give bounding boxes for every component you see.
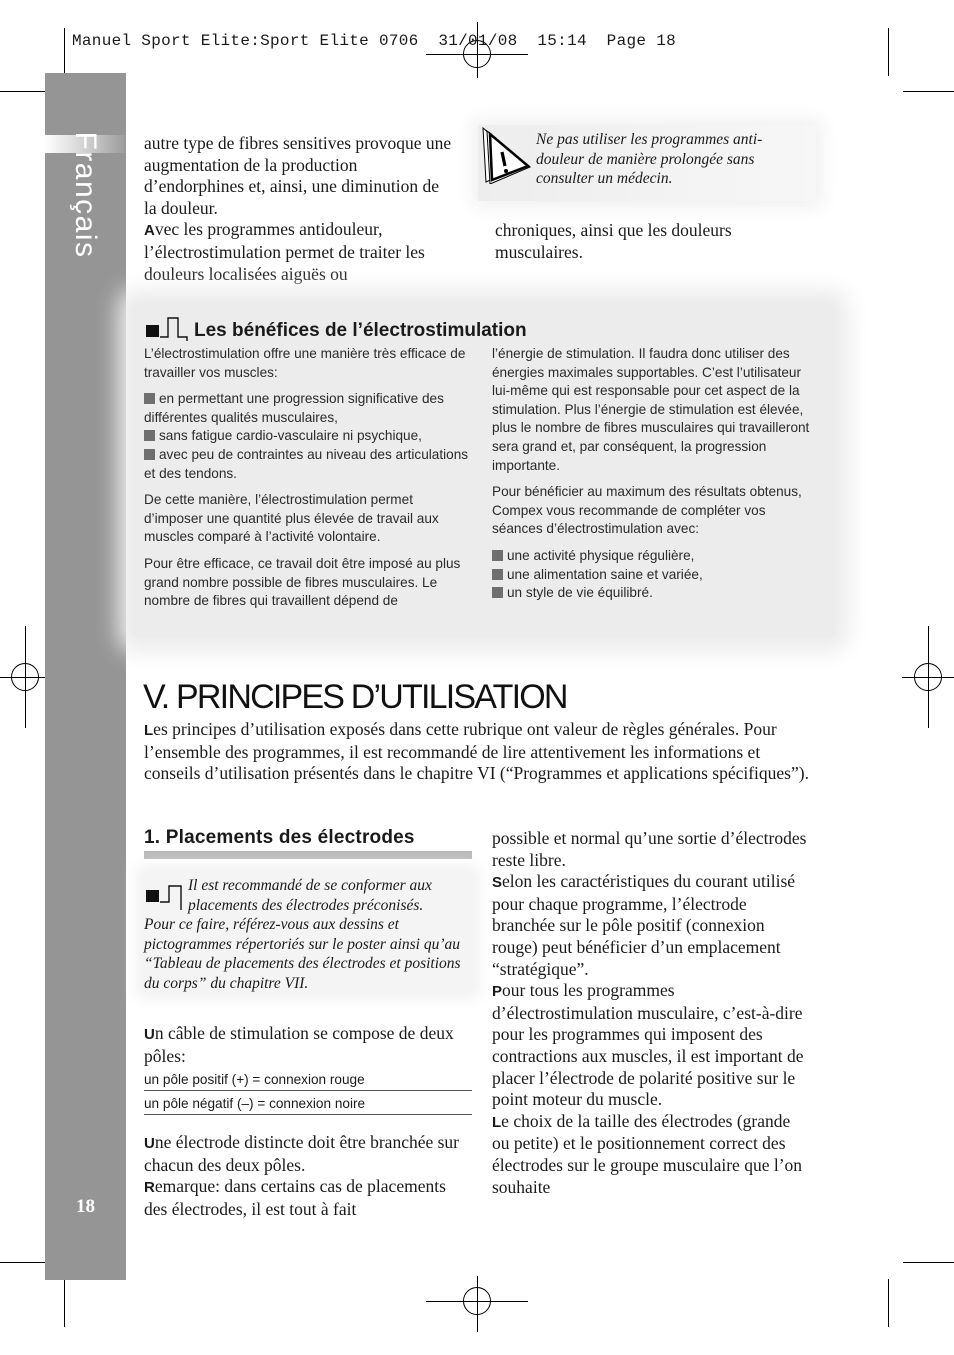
subsection-title: 1. Placements des électrodes bbox=[144, 827, 472, 859]
bullet-square-icon bbox=[144, 393, 155, 404]
cable-text: n câble de stimulation se compose de deux pôles: bbox=[144, 1023, 454, 1066]
benefits-title: Les bénéfices de l’électrostimulation bbox=[194, 320, 527, 341]
page-number: 18 bbox=[76, 1196, 95, 1217]
list-item: en permettant une progression significative des différentes qualités musculaires, bbox=[144, 391, 444, 425]
language-label: Français bbox=[69, 131, 102, 259]
warning-text: Ne pas utiliser les programmes anti-douleur de manière prolongée sans consulter un médecin. bbox=[536, 131, 763, 188]
pulse-icon bbox=[145, 316, 191, 347]
drop-cap: A bbox=[144, 222, 155, 240]
benefits-left-paragraph-2: De cette manière, l’électrostimulation permet d’imposer une quantité plus élevée de travail aux muscles comparé à l’activité volontaire. bbox=[144, 492, 439, 545]
bullet-square-icon bbox=[492, 587, 503, 598]
pole-negative-row: un pôle négatif (–) = connexion noire bbox=[144, 1096, 472, 1115]
bullet-square-icon bbox=[144, 430, 155, 441]
drop-cap: U bbox=[144, 1026, 155, 1043]
benefits-right-paragraph-1: l’énergie de stimulation. Il faudra donc utiliser des énergies maximales supportables. C’est l’utilisateur lui-même qui est responsable pour cet aspect de la stimulation. Plus l’énergie de stimulation est élevée, plus le nombre de fibres musculaires qui travailleront sera grand et, par conséquent, la progression importante. bbox=[492, 346, 810, 473]
placements-right-paragraph-4: e choix de la taille des électrodes (grande ou petite) et le positionnement correct des électrodes sur le groupe musculaire que l’on souhaite bbox=[492, 1110, 803, 1197]
drop-cap: L bbox=[144, 722, 154, 739]
remark-text: emarque: dans certains cas de placements des électrodes, il est tout à fait bbox=[144, 1176, 446, 1219]
drop-cap: P bbox=[492, 983, 503, 1001]
note-text bbox=[144, 876, 474, 994]
benefits-left-column bbox=[144, 345, 472, 619]
placements-right-paragraph-3: our tous les programmes d’électrostimulation musculaire, c’est-à-dire pour les programmes qui imposent des contractions aux muscles, il est important de placer l’électrode de polarité positive sur le point moteur du muscle. bbox=[492, 980, 804, 1110]
section-intro bbox=[144, 719, 809, 785]
benefits-left-paragraph-3: Pour être efficace, ce travail doit être imposé au plus grand nombre possible de fibres musculaires. Le nombre de fibres qui travaillent dépend de bbox=[144, 555, 461, 609]
placements-right-paragraph-1: possible et normal qu’une sortie d’électrodes reste libre. bbox=[492, 828, 807, 870]
print-slug: Manuel Sport Elite:Sport Elite 0706 31/01/08 15:14 Page 18 bbox=[72, 32, 676, 50]
section-title: V. PRINCIPES D’UTILISATION bbox=[143, 678, 567, 716]
warning-triangle-icon bbox=[478, 126, 534, 189]
benefits-right-column bbox=[492, 345, 814, 611]
list-item: avec peu de contraintes au niveau des articulations et des tendons. bbox=[144, 446, 469, 481]
bullet-square-icon bbox=[144, 449, 155, 460]
placements-right-paragraph-2: elon les caractéristiques du courant utilisé pour chaque programme, l’électrode branchée sur le pôle positif (connexion rouge) peut bénéficier d’un emplacement “stratégique”. bbox=[492, 871, 796, 979]
cable-paragraph bbox=[144, 1023, 462, 1067]
drop-cap: U bbox=[144, 1135, 155, 1152]
bullet-square-icon bbox=[492, 550, 503, 561]
list-item: une activité physique régulière, bbox=[507, 547, 695, 563]
list-item: un style de vie équilibré. bbox=[507, 585, 653, 601]
section-intro-text: es principes d’utilisation exposés dans cette rubrique ont valeur de règles générales. Pour l’ensemble des programmes, il est recommandé de lire attentivement les informations et conseils d’utilisation présentés dans le chapitre VI (“Programmes et applications spécifiques”). bbox=[144, 719, 809, 784]
drop-cap: R bbox=[144, 1179, 155, 1197]
pole-positive-row: un pôle positif (+) = connexion rouge bbox=[144, 1072, 472, 1091]
list-item: sans fatigue cardio-vasculaire ni psychique, bbox=[159, 428, 422, 444]
drop-cap: L bbox=[492, 1113, 502, 1131]
note-line-1: Il est recommandé de se conformer aux bbox=[188, 877, 432, 894]
benefits-left-intro: L’électrostimulation offre une manière très efficace de travailler vos muscles: bbox=[144, 346, 466, 380]
intro-left-paragraph-2: vec les programmes antidouleur, l’électrostimulation permet de traiter les douleurs localisées aiguës ou bbox=[144, 219, 425, 284]
bullet-square-icon bbox=[492, 569, 503, 580]
note-rest: Pour ce faire, référez-vous aux dessins et pictogrammes répertoriés sur le poster ainsi qu’au “Tableau de placements des électrodes et positions du corps” du chapitre VII. bbox=[144, 916, 461, 992]
placements-right-column bbox=[492, 828, 812, 1198]
electrode-paragraph bbox=[144, 1132, 466, 1220]
electrode-text: ne électrode distincte doit être branchée sur chacun des deux pôles. bbox=[144, 1132, 460, 1175]
list-item: une alimentation saine et variée, bbox=[507, 566, 703, 582]
intro-left-paragraph-1: autre type de fibres sensitives provoque une augmentation de la production d’endorphines et, ainsi, une diminution de la douleur. bbox=[144, 133, 452, 218]
intro-right-paragraph: chroniques, ainsi que les douleurs musculaires. bbox=[495, 220, 732, 262]
intro-left-column bbox=[144, 133, 454, 285]
note-line-2: placements des électrodes préconisés. bbox=[188, 896, 424, 914]
drop-cap: S bbox=[492, 874, 503, 892]
benefits-right-paragraph-2: Pour bénéficier au maximum des résultats obtenus, Compex vous recommande de compléter vos séances d’électrostimulation avec: bbox=[492, 484, 802, 537]
